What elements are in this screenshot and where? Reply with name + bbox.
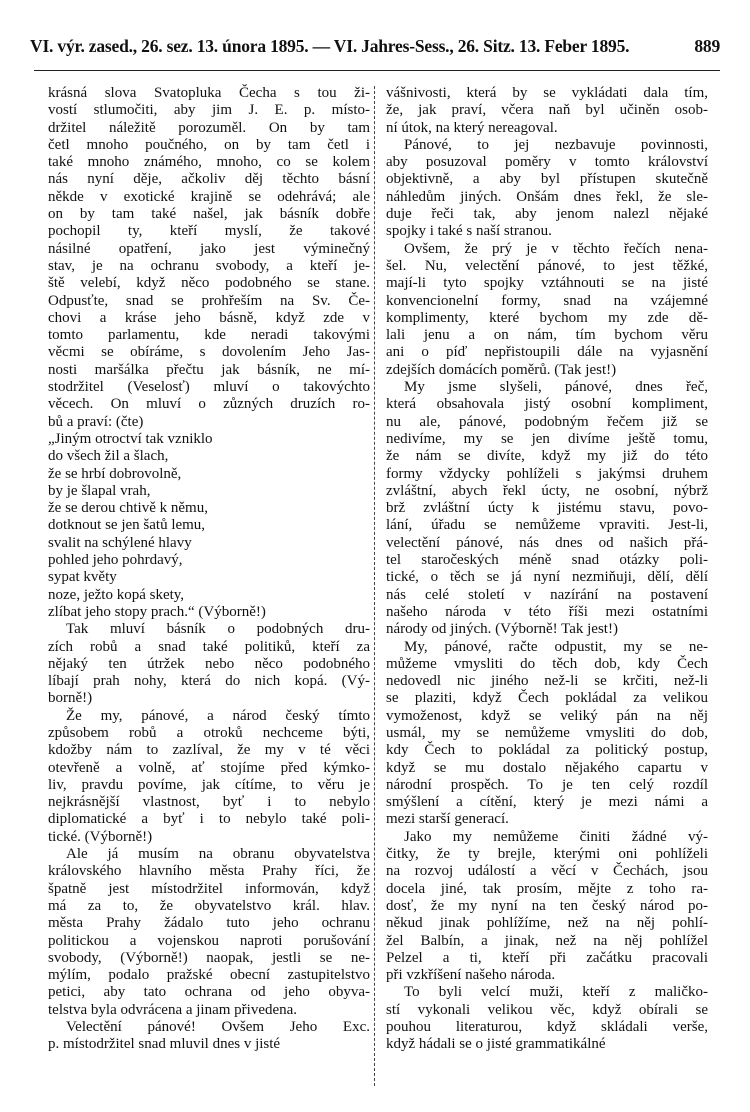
text-line: petici, aby tato ochrana od jeho obyva- <box>48 984 370 1001</box>
text-line: on by tam také našel, jak básník dobře <box>48 206 370 223</box>
text-line: mýlím, podalo pražské obecní zastupitelstvo <box>48 967 370 984</box>
text-line: pouhou literaturou, když skládali verše, <box>386 1019 708 1036</box>
text-line: čitky, že ty brejle, kterými oni pohlíželi <box>386 846 708 863</box>
text-line: špatně jest místodržitel informován, když <box>48 880 370 897</box>
text-line: dotknout se jen šatů lemu, <box>48 517 206 534</box>
text-line: kdožby nám to zazlíval, že my v té věci <box>48 742 370 759</box>
text-line: dosť, že my nyní na ten český národ po- <box>386 897 708 914</box>
page-header <box>30 36 720 66</box>
text-line: která obsahovala jistý osobní kompliment, <box>386 396 708 413</box>
text-line: politickou a vojenskou naproti porušování <box>48 932 370 949</box>
text-line: se plaziti, když Čech pokládal za velikou <box>386 690 708 707</box>
text-line: někud jinak pohlížíme, než na něj pohlí- <box>386 915 708 932</box>
text-line: „Jiným otroctví tak vzniklo <box>48 430 213 447</box>
text-line: Že my, pánové, a národ český tímto <box>66 707 370 724</box>
text-line: našeho národa v této říši mezi ostatními <box>386 603 708 620</box>
text-line: borně!) <box>48 690 93 707</box>
text-line: lali jenu a on nám, tím bychom věru <box>386 327 708 344</box>
text-line: tické, o těch se já nyní nezmiňuji, dělí, dělí <box>386 569 708 586</box>
text-line: brž zvláštní úcty k jistému stavu, povo- <box>386 500 708 517</box>
text-line: p. místodržitel snad mluvil dnes v jisté <box>48 1036 281 1053</box>
text-line: že nám se divíte, když my již do této <box>386 448 708 465</box>
text-line: Jako my nemůžeme činiti žádné vý- <box>404 828 708 845</box>
text-line: pochopil ty, kteří myslí, že takové <box>48 223 370 240</box>
text-line: také mnoho známého, mnoho, co se kolem <box>48 154 370 171</box>
text-line: věcech. On mluví o zůzných druzích ro- <box>48 396 370 413</box>
text-line: že se hrbí dobrovolně, <box>48 465 182 482</box>
text-line: náhledům jiných. Onšám dnes řekl, že sle- <box>386 188 708 205</box>
text-line: zvláštní, abych řekl úcty, ne osobní, nýbrž <box>386 482 708 499</box>
text-line: ani o píď nepřistoupili dále na vyjasnění <box>386 344 708 361</box>
text-line: nějaký ten útržek nebo něco podobného <box>48 655 370 672</box>
text-line: do všech žil a šlach, <box>48 448 169 465</box>
text-line: četl mnoho poučného, on by tam četl i <box>48 136 370 153</box>
text-line: ní útok, na který nereagoval. <box>386 119 558 136</box>
text-line: usmál, my se nemůžeme vmysliti do dob, <box>386 724 708 741</box>
text-line: na rozvoj událostí a věcí v Čechách, jsou <box>386 863 708 880</box>
text-line: duje řeči tak, aby jenom nalezl nějaké <box>386 206 708 223</box>
text-line: stodržitel (Veselosť) mluví o takovýchto <box>48 379 370 396</box>
text-line: telstva byla odvrácena a jinam přivedena. <box>48 1001 298 1018</box>
header-rule <box>34 70 720 71</box>
text-line: nás nyní děje, ačkoliv děj těchto básní <box>48 171 370 188</box>
text-line: vášnivosti, která by se vykládati dala tím, <box>386 85 708 101</box>
text-line: nejkrásnější vlastnost, byť i to nebylo <box>48 794 370 811</box>
text-line: způsobem robů a otroků nechceme býti, <box>48 724 370 741</box>
text-line: když hádali se o jisté grammatikálné <box>386 1036 606 1053</box>
text-line: noze, ježto kopá skety, <box>48 586 185 603</box>
text-line: tel staročeských méně snad otázky poli- <box>386 552 708 569</box>
text-line: liv, pravdu povíme, jak cítíme, to věru je <box>48 776 370 793</box>
text-line: stav, je na ochranu svobody, a kteří je- <box>48 257 370 274</box>
text-line: spojky i také s naší stranou. <box>386 223 552 240</box>
text-line: Ovšem, že prý je v těchto řečích nena- <box>404 240 708 257</box>
right-column <box>386 85 708 1054</box>
text-line: kdy Čech to pokládal za politický postup, <box>386 742 708 759</box>
text-line: Velectění pánové! Ovšem Jeho Exc. <box>66 1019 370 1036</box>
text-line: při vzkříšení našeho národa. <box>386 967 556 984</box>
text-line: národní prospěch. To je ten celý rozdíl <box>386 776 708 793</box>
text-line: nedovedl nic jiného než-li se krčiti, než-li <box>386 673 708 690</box>
text-line: líbají prah nohy, která do nich kopá. (Vý- <box>48 673 370 690</box>
text-line: Odpusťte, snad se prohřeším na Sv. Če- <box>48 292 370 309</box>
text-line: tické. (Výborně!) <box>48 828 153 845</box>
text-line: Pelzel a ti, kteří při začátku pracovali <box>386 949 708 966</box>
text-line: smýšlení a cítění, který je mezi námi a <box>386 794 708 811</box>
text-line: otevřeně a volně, ať stojíme před kýmko- <box>48 759 370 776</box>
text-line: velectění pánové, nás dnes od našich přá- <box>386 534 708 551</box>
text-line: když se mu dostalo nějakého capartu v <box>386 759 708 776</box>
text-line: svobody, (Výborně!) naopak, jestli se ne- <box>48 949 370 966</box>
text-line: diplomatické a byť i to nebylo také poli- <box>48 811 370 828</box>
text-line: lání, úřadu se nemůžeme vpraviti. Jest-li, <box>386 517 708 534</box>
text-line: zdejších domácích poměrů. (Tak jest!) <box>386 361 617 378</box>
page-number: 889 <box>694 36 720 56</box>
text-line: konvencionelní formy, snad na vzájemné <box>386 292 708 309</box>
column-divider <box>374 86 375 1086</box>
text-line: žel Balbín, a jinak, než na něj pohlížel <box>386 932 708 949</box>
text-line: ště velebí, když něco podobného se stane. <box>48 275 370 292</box>
text-line: národy od jiných. (Výborně! Tak jest!) <box>386 621 618 638</box>
text-line: vymoženost, když se veliký pán na něj <box>386 707 708 724</box>
text-line: má za to, že obyvatelstvo král. hlav. <box>48 897 370 914</box>
text-line: nosti maršálka přečtu jak básník, ne mí- <box>48 361 370 378</box>
text-line: královského hlavního města Prahy říci, že <box>48 863 370 880</box>
text-line: pohled jeho pohrdavý, <box>48 552 183 569</box>
text-line: To byli velcí muži, kteří z maličko- <box>404 984 708 1001</box>
text-line: My jsme slyšeli, pánové, dnes řeč, <box>404 379 708 396</box>
text-line: šel. Nu, velectění pánové, to jest těžké, <box>386 257 708 274</box>
text-line: aby posuzoval poměry v tomto království <box>386 154 708 171</box>
text-line: držitel náležitě porozuměl. On by tam <box>48 119 370 136</box>
text-line: Tak mluví básník o podobných dru- <box>66 621 370 638</box>
text-line: věcmi se obíráme, s dovolením Jeho Jas- <box>48 344 370 361</box>
text-line: svalit na schýlené hlavy <box>48 534 192 551</box>
text-line: že se derou chtivě k němu, <box>48 500 208 517</box>
text-line: mezi starší generací. <box>386 811 509 828</box>
text-line: sypat květy <box>48 569 117 586</box>
left-column <box>48 85 370 1054</box>
text-line: mají-li tyto spojky vztáhnouti se na jisté <box>386 275 708 292</box>
text-line: krásná slova Svatopluka Čecha s tou ži- <box>48 85 370 101</box>
text-line: by je šlapal vrah, <box>48 482 151 499</box>
text-line: Ale já musím na obranu obyvatelstva <box>66 846 370 863</box>
text-line: města Prahy žádalo tuto jeho ochranu <box>48 915 370 932</box>
text-line: docela jiné, tak prosím, mějte z toho ra- <box>386 880 708 897</box>
running-header: VI. výr. zased., 26. sez. 13. února 1895. — VI. Jahres-Sess., 26. Sitz. 13. Feber 1895. <box>30 36 630 56</box>
text-line: nás celé století v nazírání na postavení <box>386 586 708 603</box>
text-line: stí vykonali velikou věc, když obírali se <box>386 1001 708 1018</box>
text-line: vostí stlumočiti, aby jim J. E. p. místo- <box>48 102 370 119</box>
text-line: bů a praví: (čte) <box>48 413 144 430</box>
text-line: nedivíme, my se jen divíme ještě tomu, <box>386 430 708 447</box>
text-line: nu ale, pánové, podobným řečem již se <box>386 413 708 430</box>
text-line: objektivně, a aby byl přístupen skutečně <box>386 171 708 188</box>
text-line: že, jak praví, včera naň byl učiněn osob- <box>386 102 708 119</box>
text-line: někde v exotické krajině se odehrává; ale <box>48 188 370 205</box>
text-line: můžeme vmysliti do těch dob, kdy Čech <box>386 655 708 672</box>
text-line: násilné opatření, jako jest výminečný <box>48 240 370 257</box>
text-line: tomto parlamentu, kde neradi takovými <box>48 327 370 344</box>
text-line: komplimenty, které bychom my zde dě- <box>386 309 708 326</box>
text-line: Pánové, to jej nezbavuje povinnosti, <box>404 136 708 153</box>
text-line: zlíbat jeho stopy prach.“ (Výborně!) <box>48 603 266 620</box>
text-line: chovi a kráse jeho básně, když zde v <box>48 309 370 326</box>
text-line: zích robů a snad také politiků, kteří za <box>48 638 370 655</box>
text-line: formy vždycky pohlíželi s jakýmsi druhem <box>386 465 708 482</box>
text-line: My, pánové, račte odpustit, my se ne- <box>404 638 708 655</box>
